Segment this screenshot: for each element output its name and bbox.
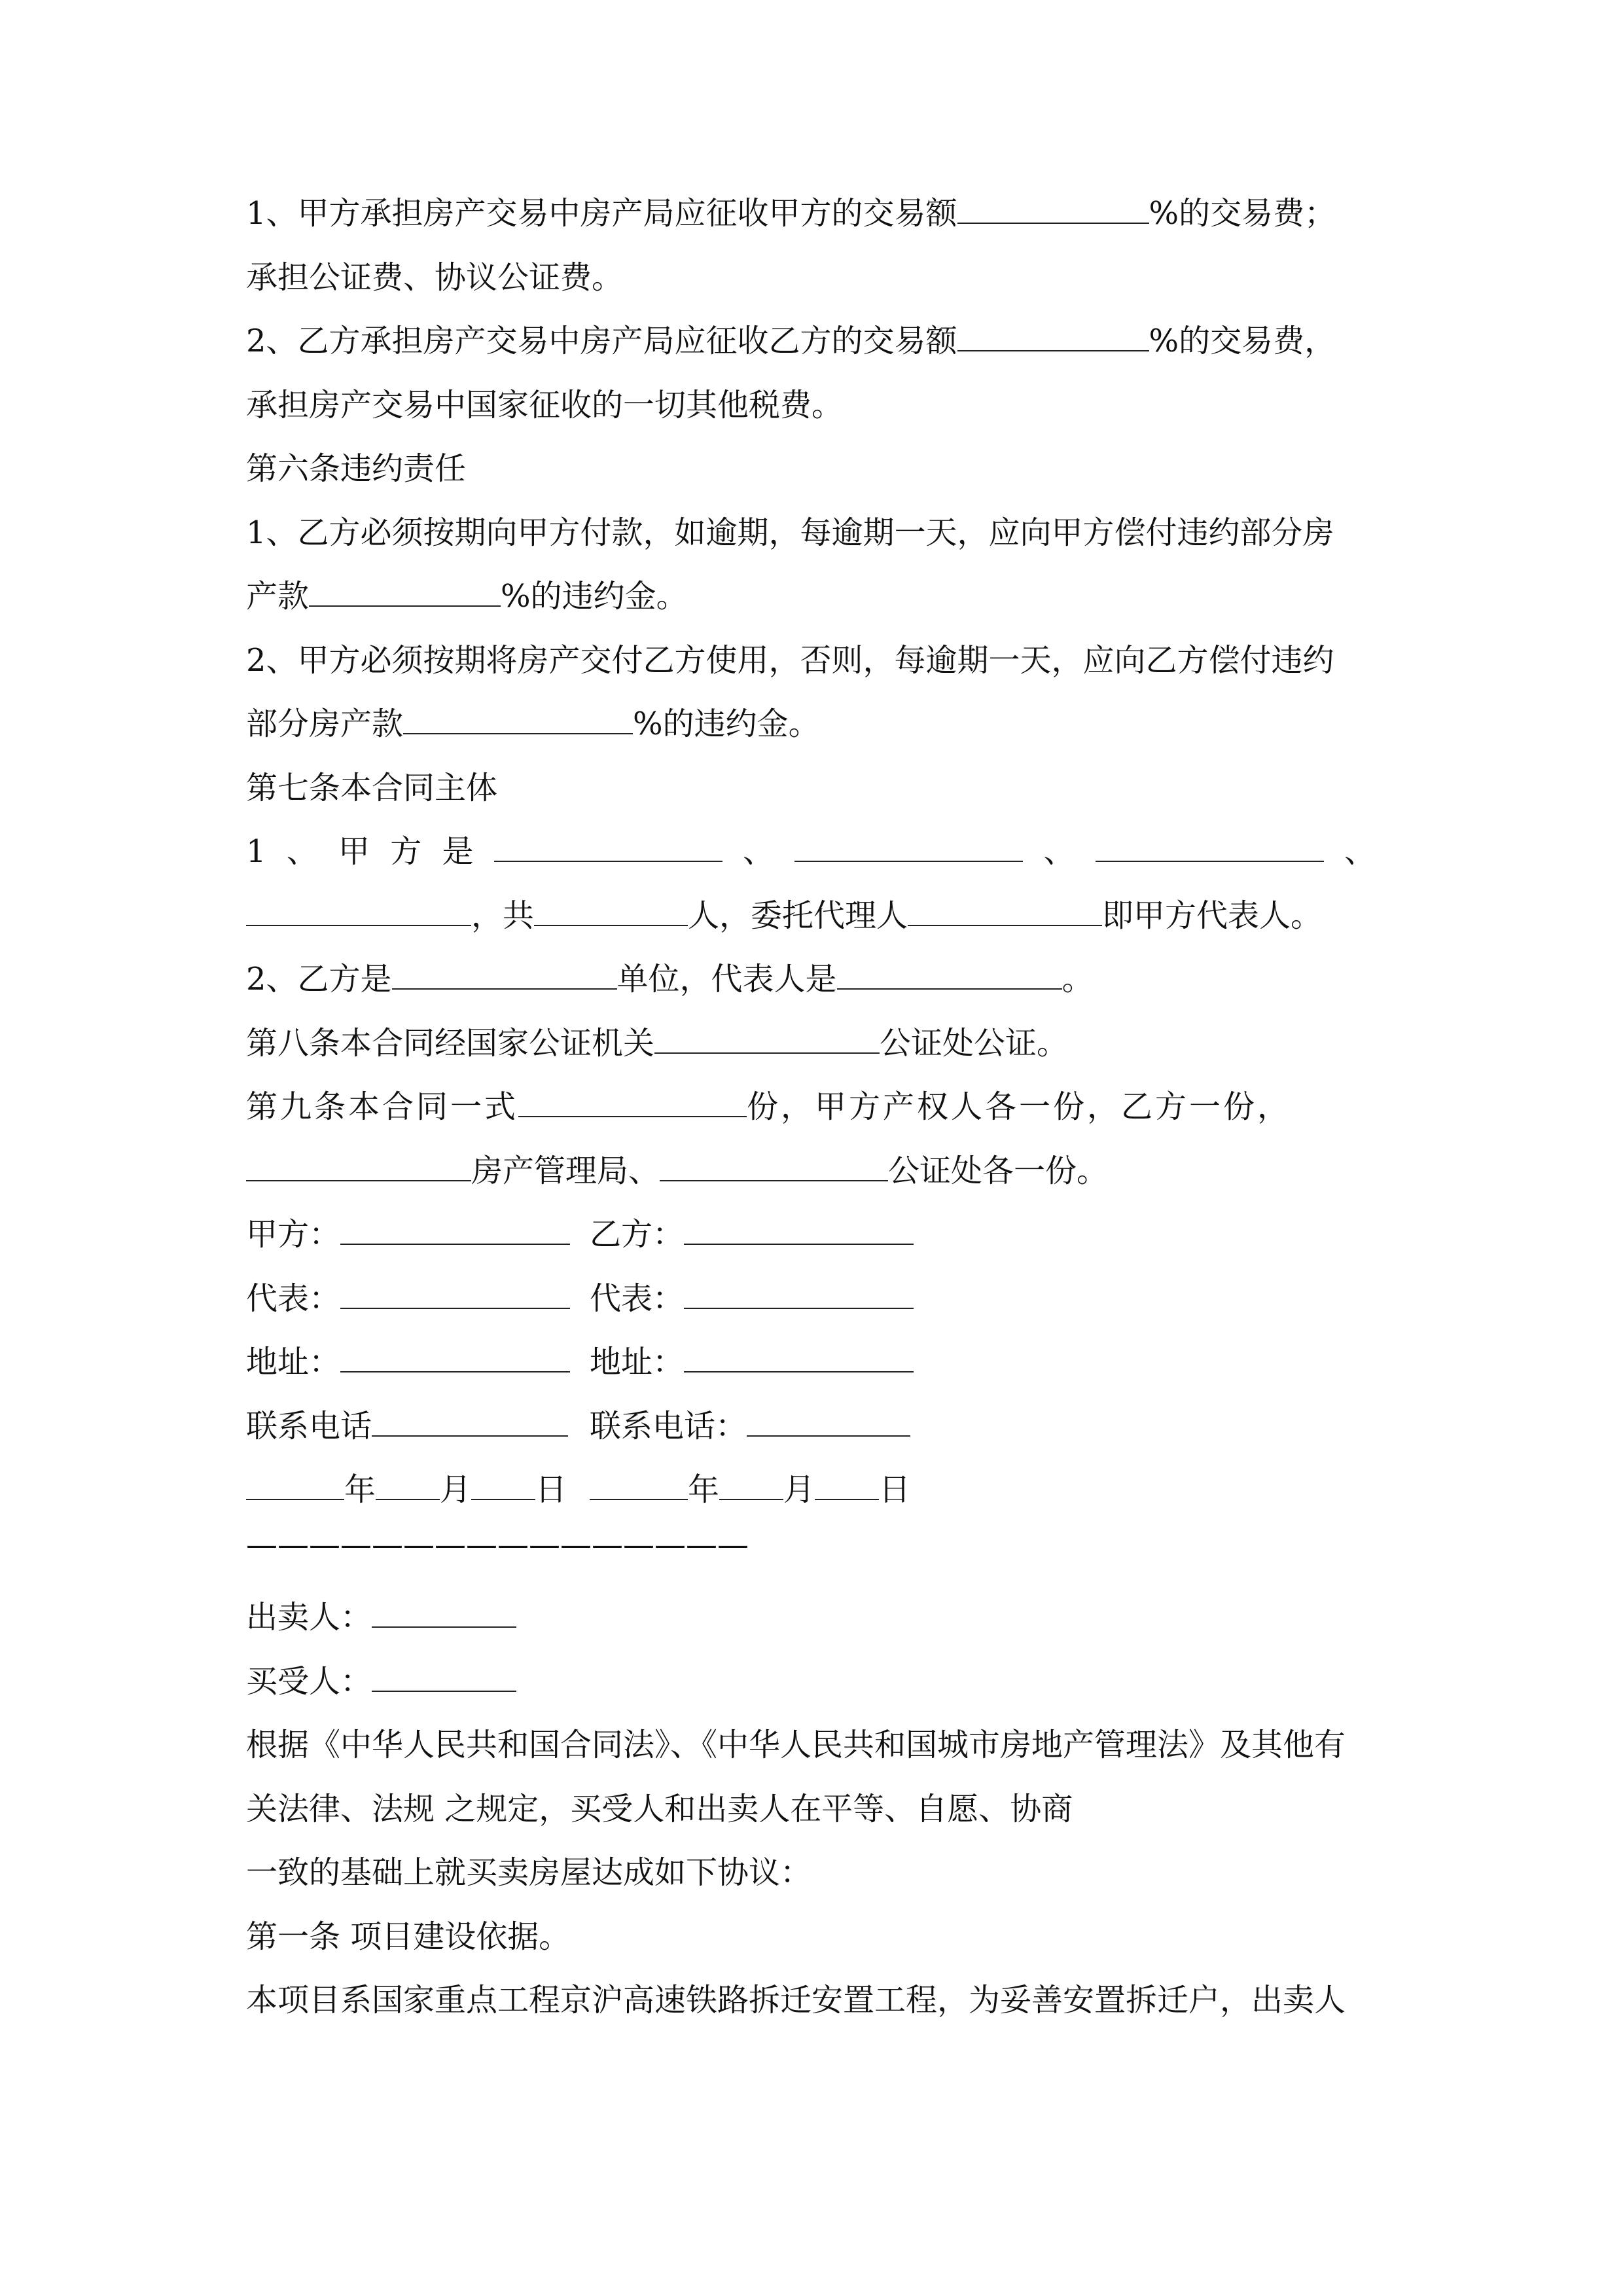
blank-field[interactable] bbox=[376, 1470, 440, 1500]
blank-field[interactable] bbox=[837, 960, 1062, 990]
blank-field[interactable] bbox=[719, 1470, 783, 1500]
text: 年 bbox=[344, 1471, 376, 1508]
blank-field[interactable] bbox=[684, 1279, 914, 1309]
blank-field[interactable] bbox=[654, 1024, 880, 1054]
blank-field[interactable] bbox=[372, 1598, 516, 1628]
text: 出卖人： bbox=[246, 1599, 372, 1636]
text-line: 2、甲方必须按期将房产交付乙方使用，否则，每逾期一天，应向乙方偿付违约 bbox=[246, 642, 1334, 679]
text: 是 bbox=[442, 833, 474, 870]
text: 联系电话 bbox=[246, 1408, 372, 1444]
notary-line bbox=[246, 1024, 1068, 1063]
separator-dashes: ———————————————— bbox=[246, 1526, 749, 1563]
text: 房产管理局、 bbox=[471, 1153, 660, 1189]
text: 乙方： bbox=[590, 1216, 685, 1253]
blank-field[interactable] bbox=[309, 577, 501, 607]
text: 、 bbox=[743, 833, 775, 870]
article-heading: 第七条本合同主体 bbox=[246, 770, 498, 806]
blank-field[interactable] bbox=[684, 1342, 914, 1372]
text: 份，甲方产权人各一份，乙方一份， bbox=[747, 1088, 1292, 1125]
text: 月 bbox=[440, 1471, 472, 1508]
text: 产款 bbox=[246, 578, 310, 615]
text: 部分房产款 bbox=[246, 706, 404, 742]
blank-field[interactable] bbox=[1096, 832, 1324, 862]
blank-field[interactable] bbox=[794, 832, 1023, 862]
blank-field[interactable] bbox=[747, 1407, 910, 1437]
text: 年 bbox=[688, 1471, 720, 1508]
blank-field[interactable] bbox=[494, 832, 722, 862]
blank-field[interactable] bbox=[340, 1342, 570, 1372]
text-line: 关法律、法规 之规定，买受人和出卖人在平等、自愿、协商 bbox=[246, 1791, 1073, 1827]
signature-address bbox=[246, 1342, 685, 1382]
seller-line bbox=[246, 1598, 516, 1637]
copies-line bbox=[246, 1087, 1291, 1126]
party-a-count-line bbox=[246, 896, 1322, 935]
text: 方 bbox=[390, 833, 422, 870]
text: %的违约金。 bbox=[501, 578, 688, 615]
text: 、 bbox=[1344, 833, 1376, 870]
article-heading: 第一条 项目建设依据。 bbox=[246, 1918, 571, 1955]
blank-field[interactable] bbox=[340, 1215, 570, 1245]
blank-field[interactable] bbox=[246, 1470, 344, 1500]
blank-field[interactable] bbox=[372, 1662, 516, 1692]
text-line: 一致的基础上就买卖房屋达成如下协议： bbox=[246, 1854, 812, 1891]
text: 日 bbox=[879, 1471, 911, 1508]
blank-field[interactable] bbox=[815, 1470, 879, 1500]
text: 1 bbox=[246, 833, 266, 870]
text: 公证处公证。 bbox=[880, 1025, 1069, 1062]
blank-field[interactable] bbox=[590, 1470, 688, 1500]
copies-line-2 bbox=[246, 1151, 1108, 1191]
text-line: 承担公证费、协议公证费。 bbox=[246, 259, 624, 296]
text: 公证处各一份。 bbox=[888, 1153, 1109, 1189]
text-line: 本项目系国家重点工程京沪高速铁路拆迁安置工程，为妥善安置拆迁户，出卖人 bbox=[246, 1982, 1346, 2018]
blank-field[interactable] bbox=[403, 704, 633, 734]
text: 月 bbox=[783, 1471, 815, 1508]
text: 买受人： bbox=[246, 1663, 372, 1700]
signature-phone bbox=[246, 1407, 747, 1446]
text-line: 承担房产交易中国家征收的一切其他税费。 bbox=[246, 387, 844, 423]
text: 地址： bbox=[590, 1344, 685, 1380]
text: 地址： bbox=[246, 1344, 341, 1380]
text: 第九条本合同一式 bbox=[246, 1088, 519, 1125]
text: 1、甲方承担房产交易中房产局应征收甲方的交易额 bbox=[246, 195, 957, 232]
text: ，共 bbox=[471, 897, 535, 934]
blank-field[interactable] bbox=[246, 1151, 471, 1181]
party-a-line bbox=[246, 832, 1376, 871]
text: 。 bbox=[1061, 961, 1094, 997]
blank-field[interactable] bbox=[392, 960, 617, 990]
blank-field[interactable] bbox=[908, 896, 1102, 926]
blank-field[interactable] bbox=[246, 896, 471, 926]
penalty-line-1 bbox=[246, 577, 688, 616]
blank-field[interactable] bbox=[684, 1215, 914, 1245]
blank-field[interactable] bbox=[957, 194, 1149, 224]
text: %的交易费， bbox=[1149, 323, 1336, 359]
blank-field[interactable] bbox=[534, 896, 688, 926]
text: 第八条本合同经国家公证机关 bbox=[246, 1025, 655, 1062]
text: 联系电话： bbox=[590, 1408, 747, 1444]
text: 人，委托代理人 bbox=[688, 897, 908, 934]
text-line: 1、乙方必须按期向甲方付款，如逾期，每逾期一天，应向甲方偿付违约部分房 bbox=[246, 514, 1334, 551]
text: 、 bbox=[1043, 833, 1075, 870]
blank-field[interactable] bbox=[471, 1470, 535, 1500]
text: 代表： bbox=[590, 1280, 685, 1317]
fee-clause-2 bbox=[246, 321, 1336, 361]
penalty-line-2 bbox=[246, 704, 820, 744]
buyer-line bbox=[246, 1662, 516, 1701]
text-line: 根据《中华人民共和国合同法》、《中华人民共和国城市房地产管理法》及其他有 bbox=[246, 1727, 1346, 1763]
text: 即甲方代表人。 bbox=[1102, 897, 1323, 934]
text: 甲方： bbox=[246, 1216, 341, 1253]
blank-field[interactable] bbox=[518, 1087, 747, 1117]
blank-field[interactable] bbox=[957, 321, 1149, 351]
text: %的交易费； bbox=[1149, 195, 1336, 232]
text: 2、乙方承担房产交易中房产局应征收乙方的交易额 bbox=[246, 323, 957, 359]
signature-date bbox=[246, 1470, 911, 1509]
fee-clause-1 bbox=[246, 194, 1336, 233]
text: 单位，代表人是 bbox=[616, 961, 837, 997]
party-b-line bbox=[246, 960, 1094, 999]
blank-field[interactable] bbox=[660, 1151, 888, 1181]
text: 2、乙方是 bbox=[246, 961, 392, 997]
blank-field[interactable] bbox=[372, 1407, 568, 1437]
text: %的违约金。 bbox=[633, 706, 820, 742]
text: 日 bbox=[535, 1471, 567, 1508]
signature-party bbox=[246, 1215, 685, 1254]
text: 代表： bbox=[246, 1280, 341, 1317]
blank-field[interactable] bbox=[340, 1279, 570, 1309]
signature-representative bbox=[246, 1279, 685, 1318]
text: 甲 bbox=[338, 833, 370, 870]
article-heading: 第六条违约责任 bbox=[246, 450, 467, 487]
text: 、 bbox=[286, 833, 318, 870]
